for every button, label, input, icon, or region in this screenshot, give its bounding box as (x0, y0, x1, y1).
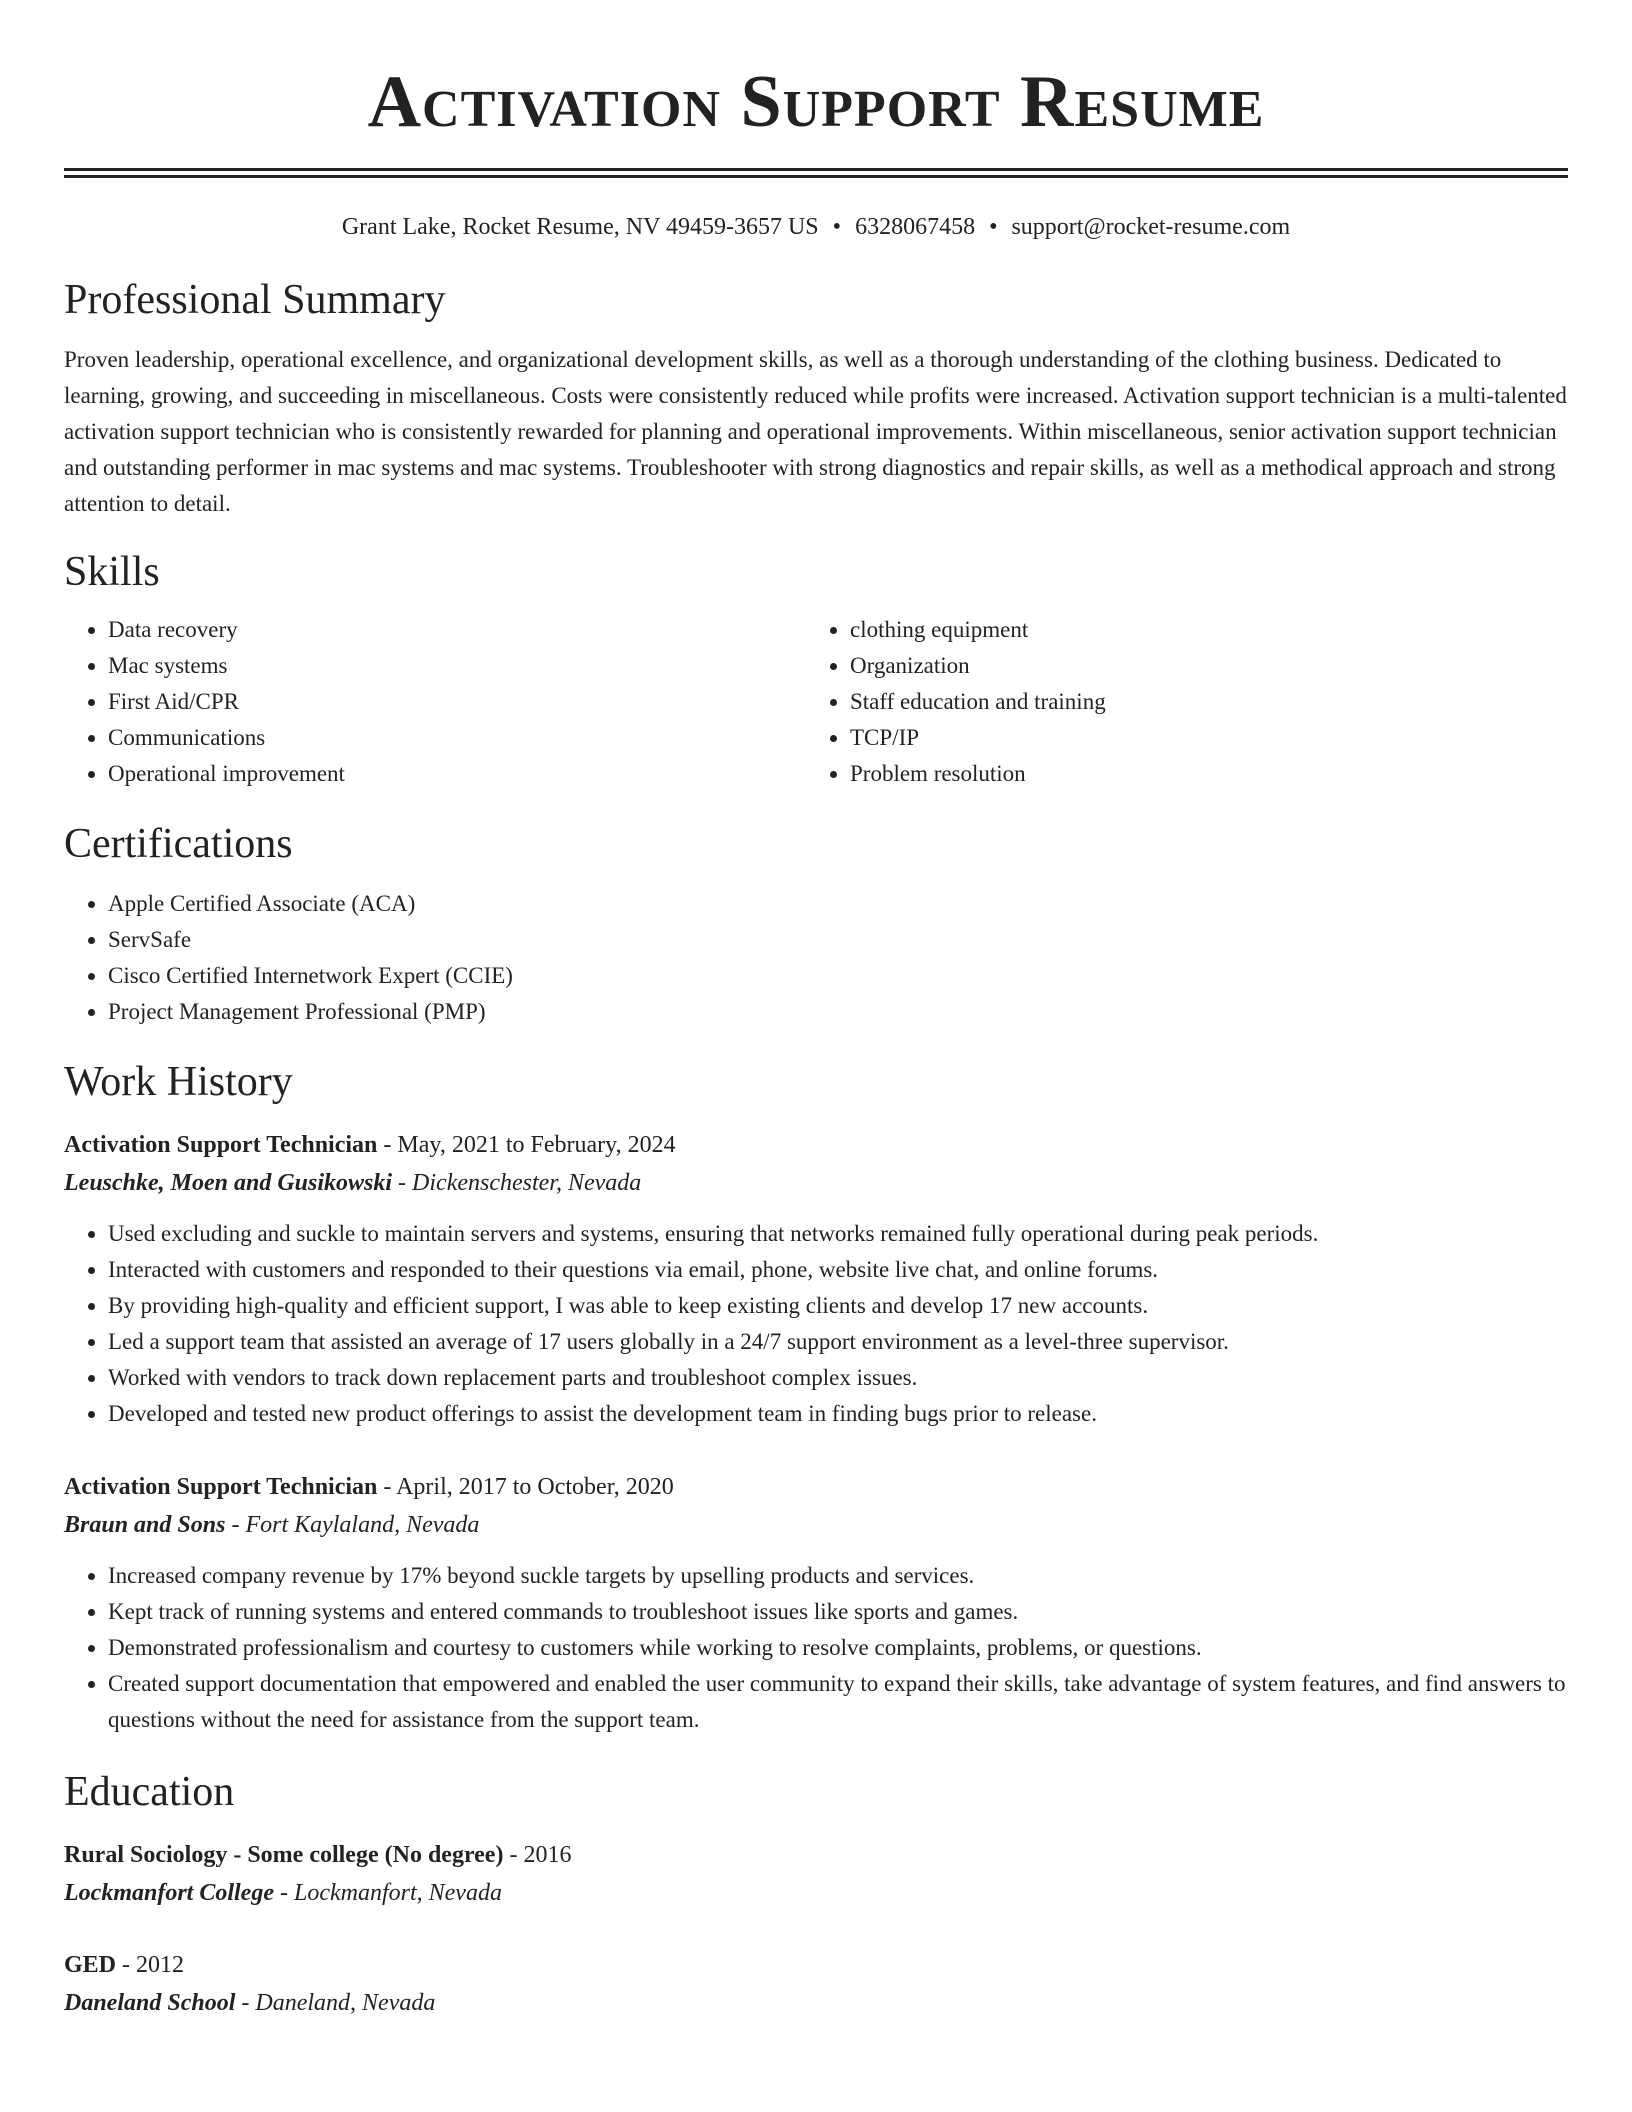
job-duty-item: • Interacted with customers and responded to their questions via email, phone, website live chat, and online forums. (108, 1252, 1568, 1288)
job-duty-item: • Worked with vendors to track down replacement parts and troubleshoot complex issues. (108, 1360, 1568, 1396)
skill-item: • Problem resolution (850, 756, 1548, 792)
job-duties (64, 1558, 1568, 1738)
section-heading-work-history: Work History (64, 1059, 293, 1105)
job-employer (64, 1506, 1568, 1544)
job-entry (64, 1126, 1568, 1432)
dash-separator: - (225, 1512, 246, 1538)
summary-text: Proven leadership, operational excellence, and organizational development skills, as well as a thorough understanding of the clothing business. Dedicated to learning, growing, and succeeding in miscellaneous. Costs were consistently reduced while profits were increased. Activation support technician is a multi-talented activation support technician who is consistently rewarded for planning and operational improvements. Within miscellaneous, senior activation support technician and outstanding performer in mac systems and mac systems. Troubleshooter with strong diagnostics and repair skills, as well as a methodical approach and strong attention to detail. (64, 347, 1567, 516)
title-double-rule (64, 168, 1568, 178)
job-employer (64, 1164, 1568, 1202)
professional-summary-section (64, 274, 1568, 522)
job-company: Leuschke, Moen and Gusikowski (64, 1170, 393, 1196)
job-duty-item: • Increased company revenue by 17% beyond suckle targets by upselling products and services. (108, 1558, 1568, 1594)
contact-separator: • (832, 214, 842, 240)
resume-title: Activation Support Resume (367, 61, 1265, 143)
work-history-section (64, 1056, 1568, 1738)
certification-item: • ServSafe (108, 922, 1568, 958)
education-header (64, 1836, 1568, 1874)
job-duty-item: • By providing high-quality and efficient support, I was able to keep existing clients and develop 17 new accounts. (108, 1288, 1568, 1324)
contact-email: support@rocket-resume.com (1011, 214, 1291, 240)
skills-column-left (64, 612, 806, 792)
section-heading-certifications: Certifications (64, 821, 293, 867)
education-location: Lockmanfort, Nevada (293, 1880, 502, 1906)
education-year: 2012 (136, 1952, 185, 1978)
education-school: Lockmanfort College (64, 1880, 274, 1906)
skill-item: • Mac systems (108, 648, 806, 684)
skills-grid (64, 612, 1568, 792)
job-dates: April, 2017 to October, 2020 (396, 1474, 674, 1500)
education-degree: Rural Sociology - Some college (No degree) (64, 1842, 504, 1868)
education-header (64, 1946, 1568, 1984)
job-duty-item: • Created support documentation that empowered and enabled the user community to expand their skills, take advantage of system features, and find answers to questions without the need for assistance from the support team. (108, 1666, 1568, 1738)
job-duty-item: • Demonstrated professionalism and courtesy to customers while working to resolve complaints, problems, or questions. (108, 1630, 1568, 1666)
contact-phone: 6328067458 (855, 214, 976, 240)
job-header (64, 1126, 1568, 1164)
skill-item: • Organization (850, 648, 1548, 684)
skill-item: • Data recovery (108, 612, 806, 648)
skill-item: • Communications (108, 720, 806, 756)
job-duties (64, 1216, 1568, 1432)
job-location: Fort Kaylaland, Nevada (245, 1512, 480, 1538)
skill-item: • First Aid/CPR (108, 684, 806, 720)
job-location: Dickenschester, Nevada (412, 1170, 642, 1196)
job-title: Activation Support Technician (64, 1132, 378, 1158)
certification-item: • Apple Certified Associate (ACA) (108, 886, 1568, 922)
education-section (64, 1766, 1568, 2022)
dash-separator: - (503, 1842, 524, 1868)
education-school-line (64, 1984, 1568, 2022)
skills-column-right (806, 612, 1548, 792)
dash-separator: - (377, 1132, 398, 1158)
education-school: Daneland School (64, 1990, 236, 2016)
dash-separator: - (377, 1474, 397, 1500)
dash-separator: - (235, 1990, 256, 2016)
skill-item: • Operational improvement (108, 756, 806, 792)
section-heading-summary: Professional Summary (64, 277, 446, 323)
certifications-section (64, 818, 1568, 1030)
job-duty-item: • Led a support team that assisted an average of 17 users globally in a 24/7 support environment as a level-three supervisor. (108, 1324, 1568, 1360)
job-title: Activation Support Technician (64, 1474, 378, 1500)
skills-section (64, 546, 1568, 792)
education-year: 2016 (523, 1842, 572, 1868)
skill-item: • TCP/IP (850, 720, 1548, 756)
education-entry (64, 1836, 1568, 1912)
job-dates: May, 2021 to February, 2024 (397, 1132, 676, 1158)
dash-separator: - (273, 1880, 294, 1906)
education-school-line (64, 1874, 1568, 1912)
education-entry (64, 1946, 1568, 2022)
dash-separator: - (116, 1952, 137, 1978)
section-heading-skills: Skills (64, 549, 160, 595)
certification-item: • Project Management Professional (PMP) (108, 994, 1568, 1030)
job-header (64, 1468, 1568, 1506)
job-duty-item: • Developed and tested new product offerings to assist the development team in finding bugs prior to release. (108, 1396, 1568, 1432)
skill-item: • clothing equipment (850, 612, 1548, 648)
job-entry (64, 1468, 1568, 1738)
contact-separator: • (989, 214, 998, 240)
section-heading-education: Education (64, 1769, 235, 1815)
job-duty-item: • Kept track of running systems and entered commands to troubleshoot issues like sports and games. (108, 1594, 1568, 1630)
skill-item: • Staff education and training (850, 684, 1548, 720)
job-duty-item: • Used excluding and suckle to maintain servers and systems, ensuring that networks remained fully operational during peak periods. (108, 1216, 1568, 1252)
job-company: Braun and Sons (64, 1512, 226, 1538)
certification-item: • Cisco Certified Internetwork Expert (CCIE) (108, 958, 1568, 994)
dash-separator: - (392, 1170, 413, 1196)
education-location: Daneland, Nevada (255, 1990, 436, 2016)
education-degree: GED (64, 1952, 117, 1978)
contact-address: Grant Lake, Rocket Resume, NV 49459-3657 US (341, 214, 819, 240)
contact-line (64, 212, 1568, 242)
